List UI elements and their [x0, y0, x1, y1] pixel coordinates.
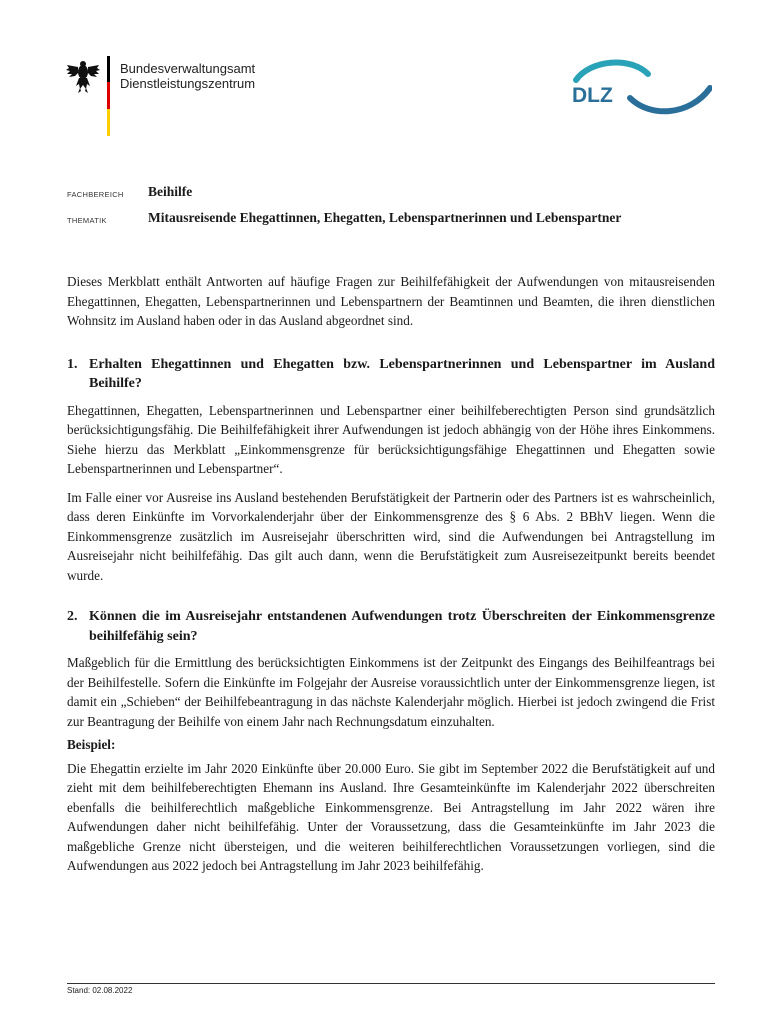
fachbereich-value: Beihilfe: [148, 184, 193, 199]
example-paragraph: Die Ehegattin erzielte im Jahr 2020 Einkünfte über 20.000 Euro. Sie gibt im September 2022 die Berufstätigkeit auf und zieht mit dem beihilfeberechtigten Ehemann ins Ausland. Ihre Gesamteinkünfte im Kalenderjahr 2022 überschreiten ebenfalls die beihilferechtlich maßgebliche Einkommensgrenze. Bei Antragstellung im Jahr 2022 wären ihre Aufwendungen daher nicht beihilfefähig. Unter der Voraussetzung, dass die Gesamteinkünfte im Jahr 2023 die maßgebliche Grenze nicht übersteigen, und die weiteren beihilferechtlichen Voraussetzungen vorliegen, sind die Aufwendungen aus 2022 jedoch bei Antragstellung im Jahr 2023 beihilfefähig.: [67, 760, 715, 873]
federal-eagle-icon: [66, 58, 100, 94]
section-1-number: 1.: [67, 356, 78, 372]
footer-divider: [67, 983, 715, 984]
thematik-label: THEMATIK: [67, 216, 107, 225]
german-flag-bar: [107, 56, 110, 136]
dlz-logo: [570, 58, 712, 120]
org-line-2: Dienstleistungszentrum: [120, 76, 256, 91]
section-1-title: Erhalten Ehegattinnen und Ehegatten bzw. Lebenspartnerinnen und Lebenspartner im Ausland Beihilfe?: [89, 356, 715, 391]
section-2-heading: [67, 607, 715, 646]
example-label: Beispiel:: [67, 737, 116, 752]
fachbereich-label: FACHBEREICH: [67, 190, 124, 199]
main-content: [67, 272, 715, 885]
organization-name: [120, 61, 255, 91]
section-2-paragraph-1: Maßgeblich für die Ermittlung des berücksichtigten Einkommens ist der Zeitpunkt des Eingangs des Beihilfeantrags bei der Beihilfestelle. Sofern die Einkünfte im Folgejahr der Ausreise voraussichtlich unter der Einkommensgrenze liegen, ist damit ein „Schieben“ der Beihilfebeantragung in das nächste Kalenderjahr möglich. Hierbei ist jedoch zwingend die Frist zur Beantragung der Beihilfe von einem Jahr nach Rechnungsdatum einzuhalten.: [67, 655, 715, 729]
stand-date: Stand: 02.08.2022: [67, 986, 133, 995]
intro-paragraph: Dieses Merkblatt enthält Antworten auf häufige Fragen zur Beihilfefähigkeit der Aufwendungen von mitausreisenden Ehegattinnen, Ehegatten, Lebenspartnerinnen und Lebenspartnern der Beamtinnen und Beamten, die ihren dienstlichen Wohnsitz im Ausland haben oder in das Ausland abgeordnet sind.: [67, 274, 715, 328]
section-2-title: Können die im Ausreisejahr entstandenen Aufwendungen trotz Überschreiten der Einkommensgrenze beihilfefähig sein?: [89, 609, 715, 644]
dlz-logo-text: DLZ: [572, 84, 613, 107]
section-1-paragraph-1: Ehegattinnen, Ehegatten, Lebenspartnerinnen und Lebenspartner einer beihilfeberechtigten Person sind grundsätzlich berücksichtigungsfähig. Die Beihilfefähigkeit ihrer Aufwendungen ist jedoch abhängig von der Höhe ihres Einkommens. Siehe hierzu das Merkblatt „Einkommensgrenze für berücksichtigungsfähige Ehegattinnen und Ehegatten sowie Lebenspartnerinnen und Lebenspartner“.: [67, 402, 715, 476]
section-1-paragraph-2: Im Falle einer vor Ausreise ins Ausland bestehenden Berufstätigkeit der Partnerin oder des Partners ist es wahrscheinlich, dass deren Einkünfte im Vorvorkalenderjahr über der Einkommensgrenze des § 6 Abs. 2 BBhV liegen. Wenn die Einkommensgrenze zusätzlich im Ausreisejahr überschritten wird, sind die Aufwendungen bei Antragstellung im Ausreisejahr nicht beihilfefähig. Das gilt auch dann, wenn die Berufstätigkeit zum Ausreisezeitpunkt bereits beendet wurde.: [67, 489, 715, 583]
section-2-number: 2.: [67, 609, 78, 624]
thematik-value: Mitausreisende Ehegattinnen, Ehegatten, Lebenspartnerinnen und Lebenspartner: [148, 210, 622, 225]
org-line-1: Bundesverwaltungsamt: [120, 61, 256, 76]
section-1-heading: [67, 355, 715, 394]
